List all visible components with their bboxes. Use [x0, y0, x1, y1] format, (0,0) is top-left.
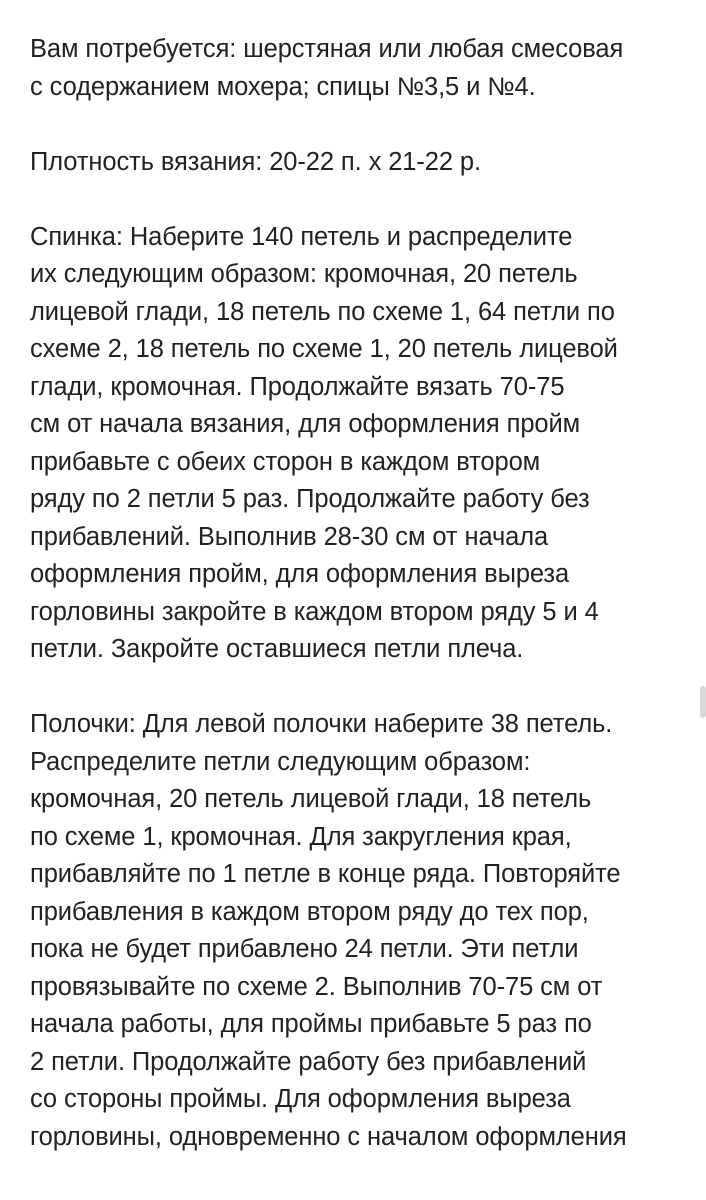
text-line: прибавлений. Выполнив 28-30 см от начала [30, 522, 549, 551]
back-paragraph [30, 219, 690, 669]
text-line: прибавьте с обеих сторон в каждом втором [30, 447, 541, 476]
fronts-paragraph [30, 706, 690, 1156]
text-line: со стороны проймы. Для оформления выреза [30, 1085, 571, 1113]
text-line: ряду по 2 петли 5 раз. Продолжайте работу без [30, 485, 590, 513]
text-line: глади, кромочная. Продолжайте вязать 70-75 [30, 372, 565, 401]
text-line: провязывайте по схеме 2. Выполнив 70-75 см от [30, 972, 603, 1001]
text-line: оформления пройм, для оформления выреза [30, 560, 570, 588]
materials-paragraph [30, 31, 690, 106]
text-line: горловины закройте в каждом втором ряду 5 и 4 [30, 597, 599, 626]
text-line: горловины, одновременно с началом оформления [30, 1122, 627, 1151]
text-line: 2 петли. Продолжайте работу без прибавлений [30, 1047, 587, 1076]
paragraph-gap [30, 106, 690, 144]
top-spacer [30, 0, 690, 31]
paragraph-gap [30, 669, 690, 707]
text-line: Вам потребуется: шерстяная или любая смесовая [30, 35, 624, 63]
text-line: Плотность вязания: 20-22 п. х 21-22 р. [30, 147, 481, 176]
text-line: Полочки: Для левой полочки наберите 38 петель. [30, 710, 613, 738]
text-line: кромочная, 20 петель лицевой глади, 18 петель [30, 785, 592, 813]
text-line: начала работы, для проймы прибавьте 5 раз по [30, 1010, 592, 1038]
scrollbar-thumb[interactable] [700, 686, 706, 718]
text-line: по схеме 1, кромочная. Для закругления края, [30, 822, 572, 851]
text-line: петли. Закройте оставшиеся петли плеча. [30, 635, 524, 663]
text-line: пока не будет прибавлено 24 петли. Эти петли [30, 935, 579, 963]
article-text [30, 0, 690, 1156]
text-line: см от начала вязания, для оформления пройм [30, 410, 581, 438]
text-line: с содержанием мохера; спицы №3,5 и №4. [30, 72, 536, 101]
paragraph-gap [30, 181, 690, 219]
text-line: Спинка: Наберите 140 петель и распределите [30, 222, 573, 251]
text-line: прибавления в каждом втором ряду до тех пор, [30, 897, 589, 926]
gauge-paragraph [30, 144, 690, 182]
text-line: лицевой глади, 18 петель по схеме 1, 64 петли по [30, 297, 615, 326]
text-line: Распределите петли следующим образом: [30, 747, 531, 776]
text-line: их следующим образом: кромочная, 20 петель [30, 260, 578, 288]
text-line: схеме 2, 18 петель по схеме 1, 20 петель лицевой [30, 335, 618, 363]
text-line: прибавляйте по 1 петле в конце ряда. Повторяйте [30, 860, 621, 888]
